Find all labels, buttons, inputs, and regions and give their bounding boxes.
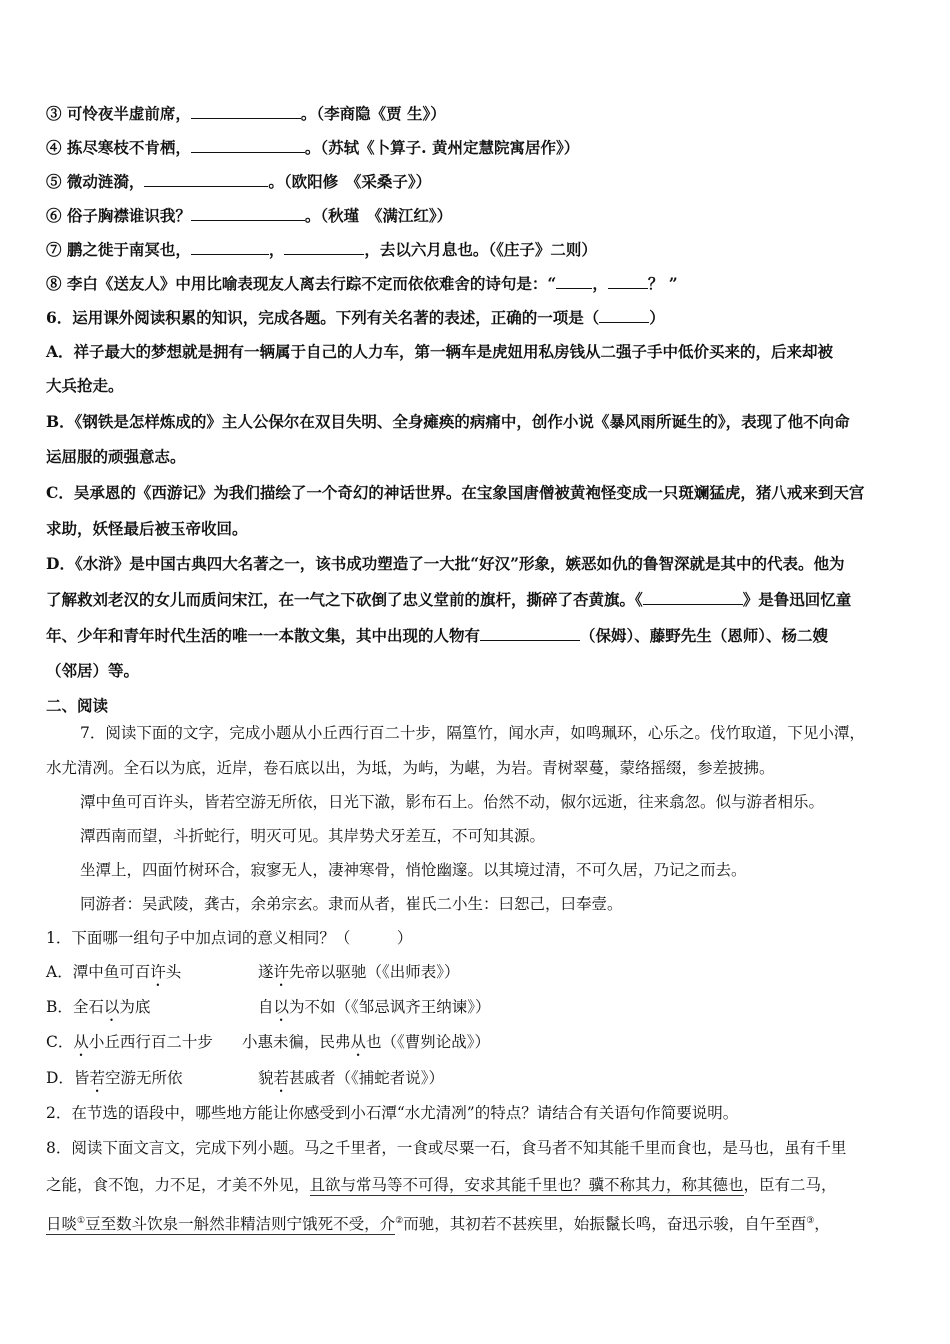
answer-blank[interactable] — [191, 102, 301, 119]
q8-line3: 日啖①豆至数斗饮泉一斛然非精洁则宁饿死不受，介②而驰，其初若不甚疾里，始振鬣长鸣，奋迅示骏，自午至酉③， — [46, 1215, 830, 1234]
q7-sub1-stem: 1．下面哪一组句子中加点词的意义相同？（ ） — [46, 929, 413, 947]
underlined-sentence: 日啖①豆至数斗饮泉一斛然非精洁则宁饿死不受，介 — [46, 1215, 396, 1234]
q7-passage-p1b: 水尤清冽。全石以为底，近岸，卷石底以出，为坻，为屿，为嵁，为岩。青树翠蔓，蒙络摇缀，参差披拂。 — [46, 759, 775, 777]
q8-line2: 之能，食不饱，力不足，才美不外见，且欲与常马等不可得，安求其能千里也？骥不称其力，称其德也，臣有二马， — [46, 1176, 837, 1194]
q7-option-a: A．潭中鱼可百许头 遂许先帝以驱驰（《出师表》） — [46, 963, 460, 981]
poetry-line-3: ③ 可怜夜半虚前席， 。（李商隐《贾 生》） — [46, 104, 446, 123]
q6-option-d-line3: 年、少年和青年时代生活的唯一一本散文集，其中出现的人物有 （保姆）、藤野先生（恩师）、杨二嫂 — [46, 626, 829, 645]
q7-passage-p4: 坐潭上，四面竹树环合，寂寥无人，凄神寒骨，悄怆幽邃。以其境过清，不可久居，乃记之而去。 — [80, 861, 747, 879]
answer-blank[interactable] — [191, 204, 305, 221]
q6-option-b-line1: B．《钢铁是怎样炼成的》主人公保尔在双目失明、全身瘫痪的病痛中，创作小说《暴风雨所诞生的》，表现了他不向命 — [46, 412, 850, 431]
answer-blank[interactable] — [608, 272, 648, 289]
answer-blank[interactable] — [191, 136, 305, 153]
poetry-line-8: ⑧ 李白《送友人》中用比喻表现友人离去行踪不定而依依难舍的诗句是：“ ， ？ ” — [46, 274, 678, 293]
q7-passage-p3: 潭西南而望，斗折蛇行，明灭可见。其岸势犬牙差互，不可知其源。 — [80, 827, 546, 845]
q8-line1: 8．阅读下面文言文，完成下列小题。马之千里者，一食或尽粟一石，食马者不知其能千里而食也，是马也，虽有千里 — [46, 1139, 847, 1157]
q6-option-d-line4: （邻居）等。 — [46, 661, 140, 680]
poetry-line-6: ⑥ 俗子胸襟谁识我？ 。（秋瑾 《满江红》） — [46, 206, 453, 225]
answer-blank[interactable] — [191, 238, 269, 255]
q7-sub2-stem: 2．在节选的语段中，哪些地方能让你感受到小石潭“水尤清冽”的特点？请结合有关语句作简要说明。 — [46, 1104, 739, 1122]
poetry-line-7: ⑦ 鹏之徙于南冥也， ， ，去以六月息也。（《庄子》二则） — [46, 240, 597, 259]
q7-option-d: D．皆若空游无所依 貌若甚戚者（《捕蛇者说》） — [46, 1069, 445, 1087]
q6-option-c-line2: 求助，妖怪最后被玉帝收回。 — [46, 519, 248, 538]
underlined-sentence: 且欲与常马等不可得，安求其能千里也？骥不称其力，称其德也 — [309, 1176, 744, 1194]
q6-option-c-line1: C．吴承恩的《西游记》为我们描绘了一个奇幻的神话世界。在宝象国唐僧被黄袍怪变成一只斑斓猛虎，猪八戒来到天宫 — [46, 483, 865, 502]
q6-option-d-line2: 了解救刘老汉的女儿而质问宋江，在一气之下砍倒了忠义堂前的旗杆，撕碎了杏黄旗。《 》是鲁迅回忆童 — [46, 590, 852, 609]
answer-blank[interactable] — [480, 624, 580, 641]
poetry-line-5: ⑤ 微动涟漪， 。（欧阳修 《采桑子》） — [46, 172, 432, 191]
answer-blank[interactable] — [556, 272, 592, 289]
answer-blank[interactable] — [599, 306, 649, 323]
q7-passage-p1a: 7．阅读下面的文字，完成小题从小丘西行百二十步，隔篁竹，闻水声，如鸣珮环，心乐之。伐竹取道，下见小潭， — [80, 724, 865, 742]
q7-passage-p2: 潭中鱼可百许头，皆若空游无所依，日光下澈，影布石上。佁然不动，俶尔远逝，往来翕忽。似与游者相乐。 — [80, 793, 825, 811]
q6-option-a-line2: 大兵抢走。 — [46, 376, 124, 395]
q6-option-a-line1: A．祥子最大的梦想就是拥有一辆属于自己的人力车，第一辆车是虎妞用私房钱从二强子手中低价买来的，后来却被 — [46, 342, 834, 361]
poetry-line-4: ④ 拣尽寒枝不肯栖， 。（苏轼《卜算子. 黄州定慧院寓居作》） — [46, 138, 580, 157]
answer-blank[interactable] — [144, 170, 268, 187]
q7-option-c: C．从小丘西行百二十步 小惠未徧，民弗从也（《曹刿论战》） — [46, 1033, 491, 1051]
q6-option-b-line2: 运屈服的顽强意志。 — [46, 447, 186, 466]
q7-option-b: B．全石以为底 自以为不如（《邹忌讽齐王纳谏》） — [46, 998, 491, 1016]
section-title: 二、阅读 — [46, 696, 109, 715]
q7-passage-p5: 同游者：吴武陵，龚古，余弟宗玄。隶而从者，崔氏二小生：曰恕己，曰奉壹。 — [80, 895, 623, 913]
answer-blank[interactable] — [643, 588, 743, 605]
answer-blank[interactable] — [284, 238, 364, 255]
q6-stem: 6．运用课外阅读积累的知识，完成各题。下列有关名著的表述，正确的一项是（ ） — [46, 308, 665, 327]
q6-option-d-line1: D．《水浒》是中国古典四大名著之一，该书成功塑造了一大批“好汉”形象，嫉恶如仇的鲁智深就是其中的代表。他为 — [46, 554, 845, 573]
